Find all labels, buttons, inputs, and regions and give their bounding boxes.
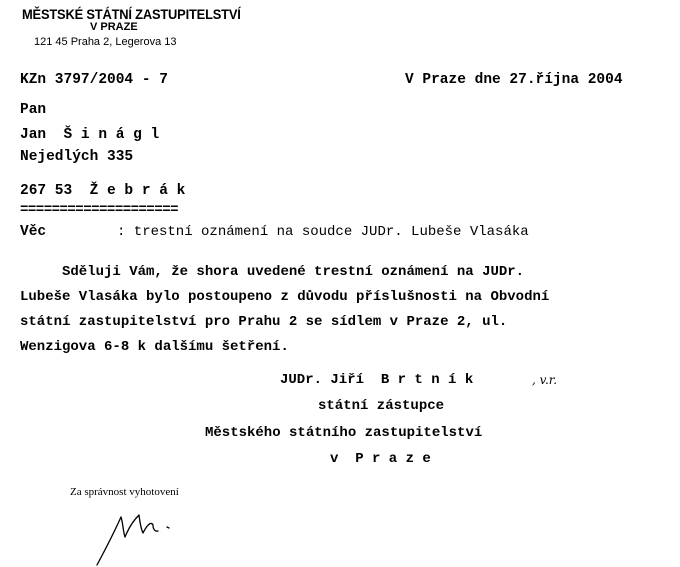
reference-number: KZn 3797/2004 - 7 [20,72,168,88]
date-line: V Praze dne 27.října 2004 [405,72,623,88]
signatory-name: JUDr. Jiří B r t n í k [280,372,474,388]
address-underline: ==================== [20,202,179,218]
subject-label: Věc [20,224,47,240]
stamp-office-name: MĚSTSKÉ STÁTNÍ ZASTUPITELSTVÍ [22,6,241,22]
subject-text: : trestní oznámení na soudce JUDr. Lubeše Vlasáka [117,224,529,240]
stamp-address: 121 45 Praha 2, Legerova 13 [34,36,177,48]
signatory-office: Městského státního zastupitelství [205,425,483,441]
letter-body: Sděluji Vám, že shora uvedené trestní oznámení na JUDr. Lubeše Vlasáka bylo postoupeno z důvodu příslušnosti na Obvodní státní zastupitelství pro Prahu 2 se sídlem v Praze 2, ul. Wenzigova 6-8 k dalšímu šetření. [20,264,550,355]
stamp-city: V PRAZE [90,21,138,33]
recipient-city: 267 53 Ž e b r á k [20,183,186,199]
recipient-street: Nejedlých 335 [20,149,134,165]
signatory-city: v P r a z e [330,451,431,467]
signatory-role: státní zástupce [318,398,445,414]
certification-note: Za správnost vyhotovení [70,486,179,498]
recipient-salutation: Pan [20,102,47,118]
office-stamp [22,6,260,46]
recipient-name: Jan Š i n á g l [20,127,160,143]
handwritten-signature-icon [95,505,185,567]
signature-vr-note: , v.r. [532,373,558,387]
